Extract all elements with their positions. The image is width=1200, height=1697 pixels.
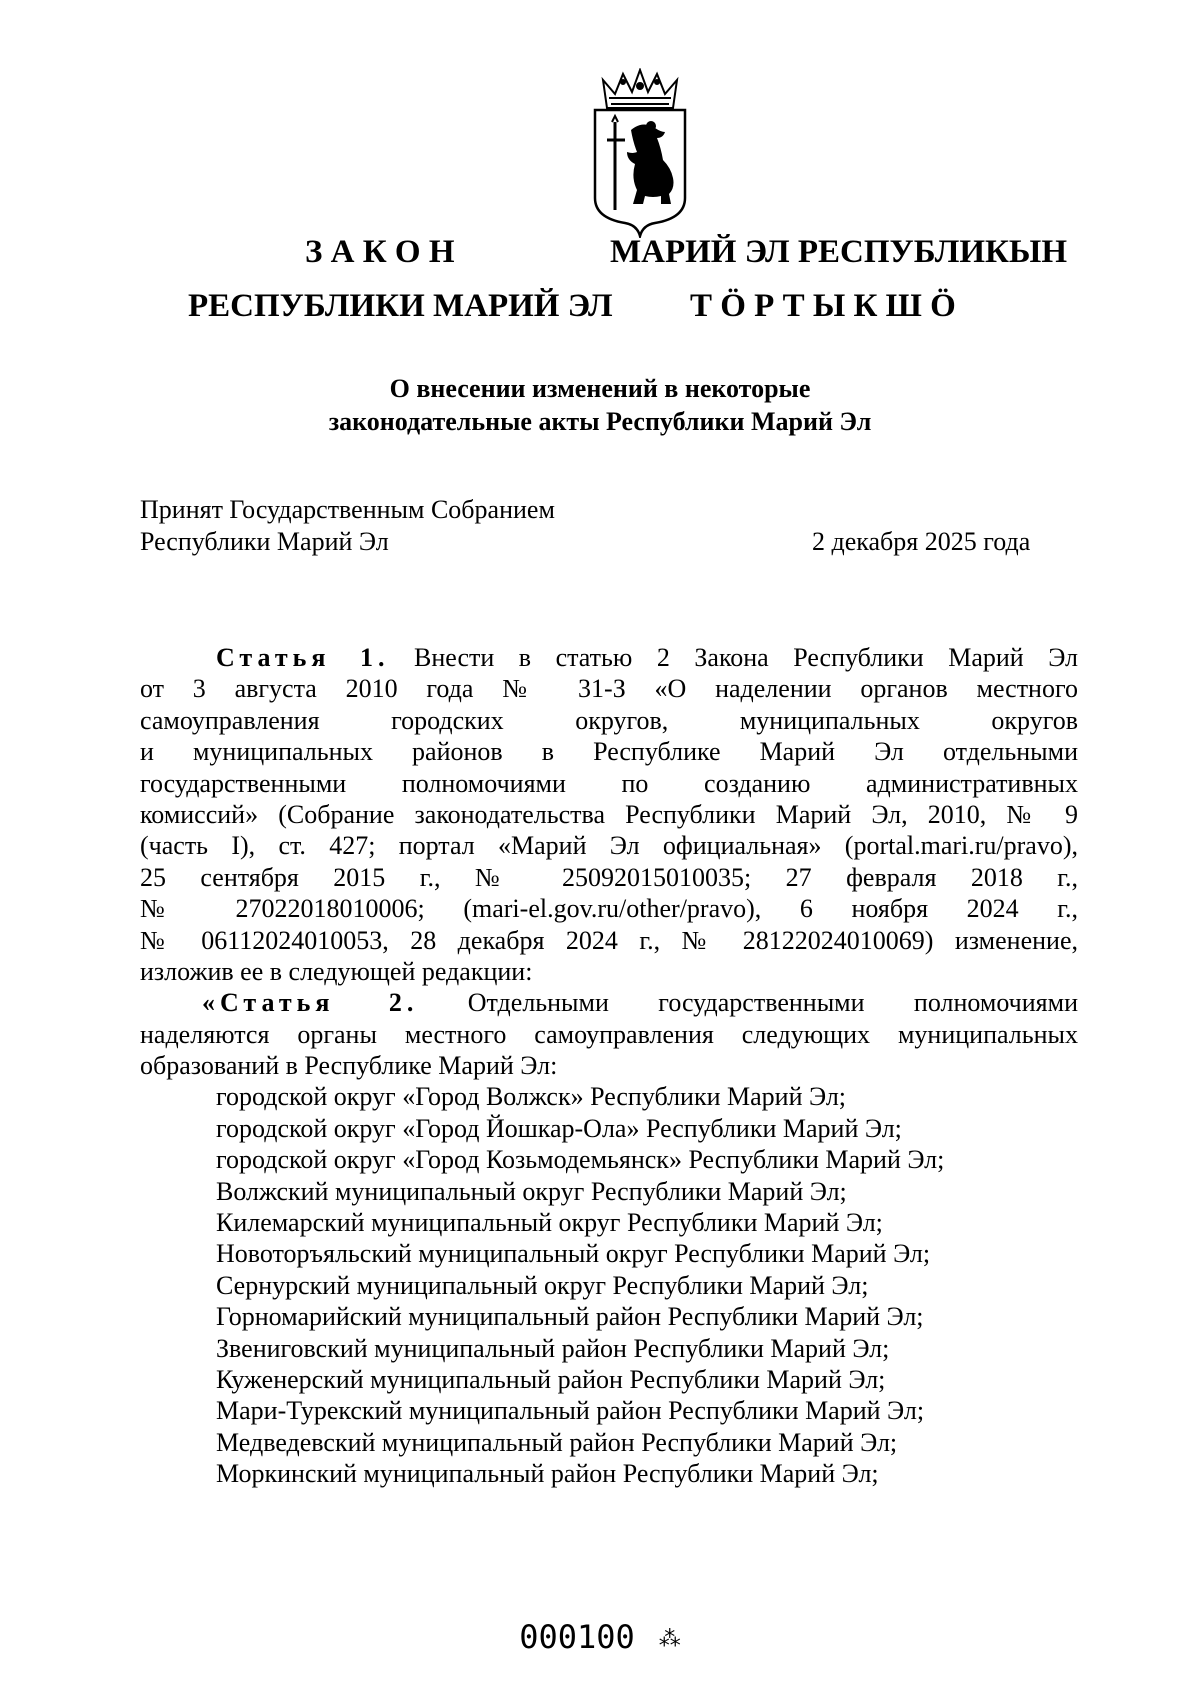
list-item: Волжский муниципальный округ Республики Марий Эл; — [216, 1176, 847, 1206]
list-item: городской округ «Город Йошкар-Ола» Республики Марий Эл; — [216, 1113, 902, 1143]
law-word-mari: Т Ӧ Р Т Ы К Ш Ӧ — [690, 288, 956, 324]
list-item: Новоторъяльский муниципальный округ Республики Марий Эл; — [216, 1239, 931, 1269]
article-1-line: комиссий» (Собрание законодательства Республики Марий Эл, 2010, № 9 — [140, 799, 1078, 829]
article-1-line: Внести в статью 2 Закона Республики Марий Эл — [414, 643, 1079, 672]
article-1-line: самоуправления городских округов, муниципальных округов — [140, 705, 1078, 735]
law-title-line-1: О внесении изменений в некоторые — [389, 374, 811, 403]
law-title — [0, 372, 1200, 438]
article-1-line: (часть I), ст. 427; портал «Марий Эл официальная» (portal.mari.ru/pravo), — [140, 831, 1078, 861]
list-item: Куженерский муниципальный район Республики Марий Эл; — [216, 1364, 886, 1394]
article-2-line: Отдельными государственными полномочиями — [467, 988, 1078, 1018]
article-2-last-line: образований в Республике Марий Эл: — [140, 1051, 558, 1081]
article-1-line: от 3 августа 2010 года № 31-З «О наделении органов местного — [140, 674, 1078, 704]
adoption-date: 2 декабря 2025 года — [812, 527, 1031, 556]
law-body — [140, 642, 1078, 1490]
list-item: Сернурский муниципальный округ Республики Марий Эл; — [216, 1270, 869, 1300]
list-item: Моркинский муниципальный район Республики Марий Эл; — [216, 1459, 879, 1489]
list-item: Звениговский муниципальный район Республики Марий Эл; — [216, 1333, 890, 1363]
asterism-icon: ⁂ — [658, 1626, 681, 1652]
article-2-label: «Статья 2. — [202, 988, 419, 1018]
article-2-line: наделяются органы местного самоуправления следующих муниципальных — [140, 1019, 1078, 1049]
republic-name-russian: РЕСПУБЛИКИ МАРИЙ ЭЛ — [188, 288, 613, 324]
article-1-first-line — [140, 642, 1078, 673]
article-1-line: № 27022018010006; (mari-el.gov.ru/other/pravo), 6 ноября 2024 г., — [140, 894, 1078, 924]
law-title-line-2: законодательные акты Республики Марий Эл — [328, 407, 872, 436]
crown-icon — [603, 70, 677, 108]
adoption-line-2: Республики Марий Эл — [140, 527, 389, 556]
article-1-line: 25 сентября 2015 г., № 25092015010035; 27 февраля 2018 г., — [140, 862, 1078, 892]
list-item: городской округ «Город Козьмодемьянск» Республики Марий Эл; — [216, 1145, 945, 1175]
article-1-last-line: изложив ее в следующей редакции: — [140, 956, 533, 986]
article-1-line: № 06112024010053, 28 декабря 2024 г., № 28122024010069) изменение, — [140, 925, 1078, 955]
law-word-russian: З А К О Н — [305, 234, 455, 270]
list-item: Медведевский муниципальный район Республики Марий Эл; — [216, 1427, 898, 1457]
article-2-first-line — [140, 987, 1078, 1018]
document-number-value: 000100 — [519, 1618, 635, 1656]
list-item: Горномарийский муниципальный район Республики Марий Эл; — [216, 1302, 924, 1332]
article-1-line: государственными полномочиями по созданию административных — [140, 768, 1078, 798]
list-item: Мари-Турекский муниципальный район Республики Марий Эл; — [216, 1396, 925, 1426]
list-item: Килемарский муниципальный округ Республики Марий Эл; — [216, 1208, 883, 1238]
adoption-line-1: Принят Государственным Собранием — [140, 495, 555, 524]
municipality-list — [140, 1081, 1078, 1489]
article-1-line: и муниципальных районов в Республике Марий Эл отдельными — [140, 737, 1078, 767]
document-number — [0, 1618, 1200, 1656]
republic-name-mari: МАРИЙ ЭЛ РЕСПУБЛИКЫН — [610, 234, 1068, 270]
coat-of-arms-emblem — [585, 68, 695, 238]
list-item: городской округ «Город Волжск» Республики Марий Эл; — [216, 1082, 847, 1112]
article-1-label: Статья 1. — [216, 643, 390, 672]
